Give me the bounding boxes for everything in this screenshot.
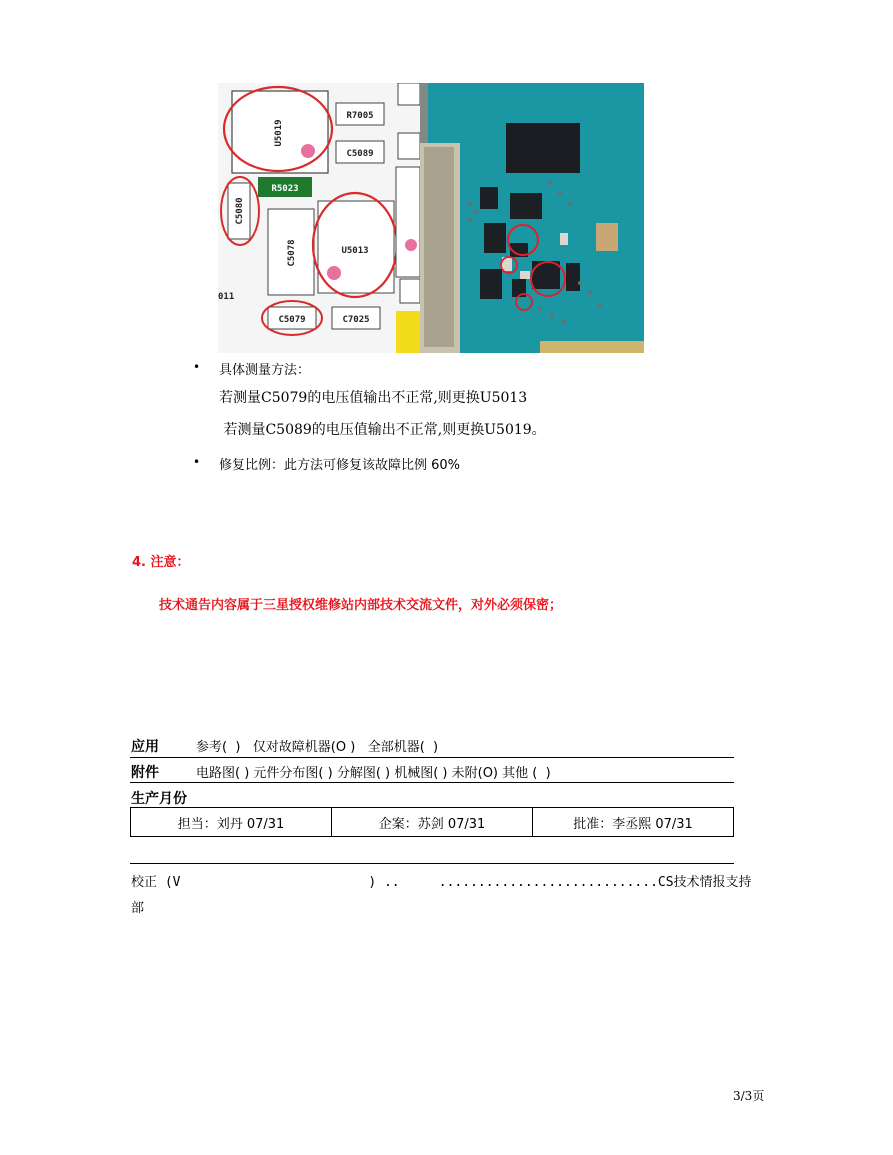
- component-layout-image: [218, 83, 420, 353]
- label-r5023: R5023: [271, 184, 299, 194]
- label-c7025: C7025: [342, 315, 370, 325]
- sign-approve: 批准：李丞熙 07/31: [573, 816, 693, 832]
- board-photo: [420, 83, 644, 353]
- divider: [130, 782, 734, 783]
- apply-label: 应用: [131, 739, 159, 755]
- signature-table: [130, 807, 734, 837]
- notice-heading: 4. 注意：: [132, 555, 190, 570]
- sign-plan: 企案：苏剑 07/31: [332, 808, 533, 836]
- label-011: 011: [218, 292, 235, 302]
- divider: [130, 757, 734, 758]
- check-line: 校正 (V ) .. ............................CS技术情报支持: [131, 875, 752, 890]
- bullet-dot: •: [193, 360, 201, 374]
- bullet-dot: •: [193, 455, 201, 469]
- apply-options: 参考( ) 仅对故障机器(O ) 全部机器( ): [196, 740, 439, 755]
- label-c5080: C5080: [235, 197, 245, 225]
- method-line-2: 若测量C5089的电压值输出不正常,则更换U5019。: [219, 422, 546, 438]
- attach-label: 附件: [131, 765, 159, 781]
- production-month-label: 生产月份: [131, 791, 187, 807]
- notice-body: 技术通告内容属于三星授权维修站内部技术交流文件，对外必须保密；: [159, 598, 563, 613]
- page-number: 3/3页: [733, 1089, 765, 1103]
- sign-owner: 担当：刘丹 07/31: [131, 808, 332, 836]
- label-c5079: C5079: [278, 315, 306, 325]
- label-c5089: C5089: [346, 149, 374, 159]
- method-title: 具体测量方法：: [219, 363, 311, 378]
- label-r7005: R7005: [346, 111, 374, 121]
- divider: [130, 863, 734, 864]
- method-line-1: 若测量C5079的电压值输出不正常,则更换U5013: [219, 390, 528, 406]
- repair-ratio: 修复比例：此方法可修复该故障比例 60%: [219, 458, 461, 473]
- label-u5019: U5019: [274, 119, 284, 147]
- label-c5078: C5078: [287, 239, 297, 267]
- dept-tail: 部: [131, 901, 145, 916]
- attach-options: 电路图( ) 元件分布图( ) 分解图( ) 机械图( ) 未附(O) 其他 ( ): [196, 766, 551, 781]
- label-u5013: U5013: [341, 246, 369, 256]
